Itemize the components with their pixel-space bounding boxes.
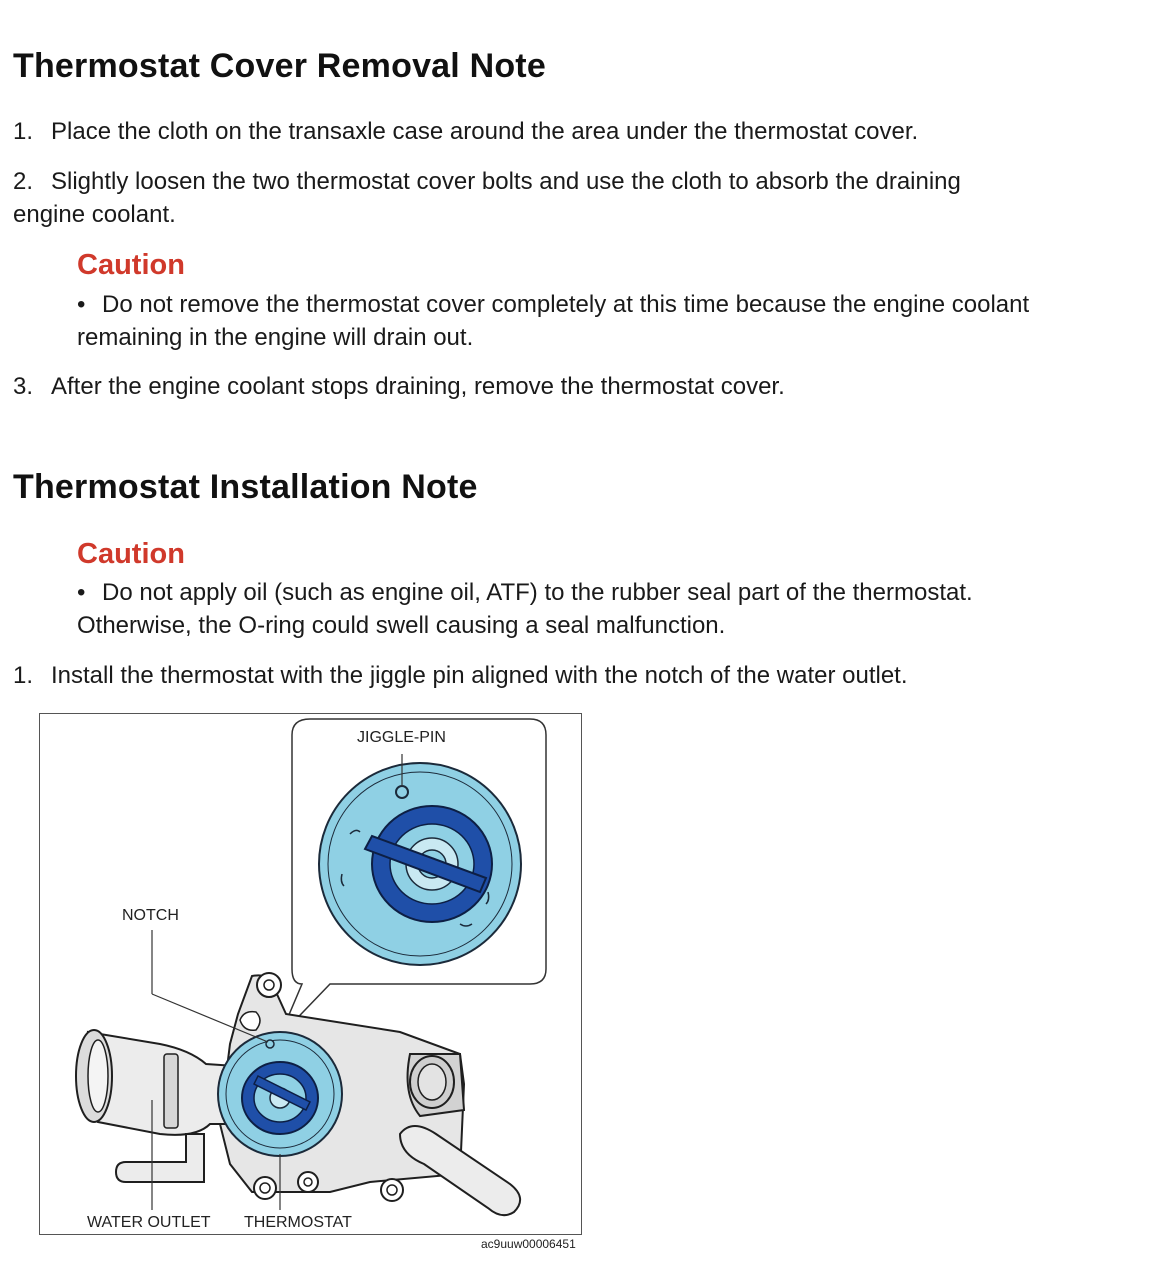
- removal-step-2: [13, 165, 961, 231]
- step-text: After the engine coolant stops draining, remove the thermostat cover.: [51, 373, 785, 400]
- step-number: 1.: [13, 662, 34, 689]
- removal-title: Thermostat Cover Removal Note: [13, 47, 546, 85]
- caution-line: Do not remove the thermostat cover completely at this time because the engine coolant: [102, 291, 1030, 318]
- water-outlet-pipe: [76, 1030, 236, 1182]
- thermostat-figure: [39, 713, 582, 1235]
- thermostat-illustration: [40, 714, 583, 1236]
- bullet: •: [77, 579, 86, 606]
- installation-caution-title: Caution: [77, 538, 185, 570]
- caution-line: Do not apply oil (such as engine oil, ATF) to the rubber seal part of the thermostat.: [102, 579, 973, 606]
- removal-caution-title: Caution: [77, 249, 185, 281]
- notch-label: NOTCH: [122, 907, 179, 924]
- caution-line-continued: remaining in the engine will drain out.: [77, 324, 474, 351]
- step-text-continued: engine coolant.: [13, 201, 176, 228]
- step-number: 1.: [13, 118, 34, 145]
- installation-title: Thermostat Installation Note: [13, 468, 478, 506]
- removal-step-1: [13, 115, 918, 148]
- step-text: Install the thermostat with the jiggle pin aligned with the notch of the water outlet.: [51, 662, 908, 689]
- removal-step-3: [13, 370, 785, 403]
- step-text: Place the cloth on the transaxle case around the area under the thermostat cover.: [51, 118, 919, 145]
- water-outlet-label: WATER OUTLET: [87, 1214, 211, 1231]
- step-number: 3.: [13, 373, 34, 400]
- installation-step-1: [13, 659, 908, 692]
- removal-caution-text: [77, 288, 1157, 354]
- figure-id: ac9uuw00006451: [481, 1237, 576, 1251]
- step-text: Slightly loosen the two thermostat cover bolts and use the cloth to absorb the draining: [51, 168, 961, 195]
- jiggle-pin-icon: [396, 786, 408, 798]
- installation-caution-text: [77, 576, 1157, 642]
- thermostat-label: THERMOSTAT: [244, 1214, 352, 1231]
- bullet: •: [77, 291, 86, 318]
- thermostat-installed: [218, 1032, 342, 1156]
- jiggle-pin-label: JIGGLE-PIN: [357, 729, 446, 746]
- thermostat-zoom: [319, 763, 521, 965]
- step-number: 2.: [13, 168, 34, 195]
- caution-line-continued: Otherwise, the O-ring could swell causing a seal malfunction.: [77, 612, 726, 639]
